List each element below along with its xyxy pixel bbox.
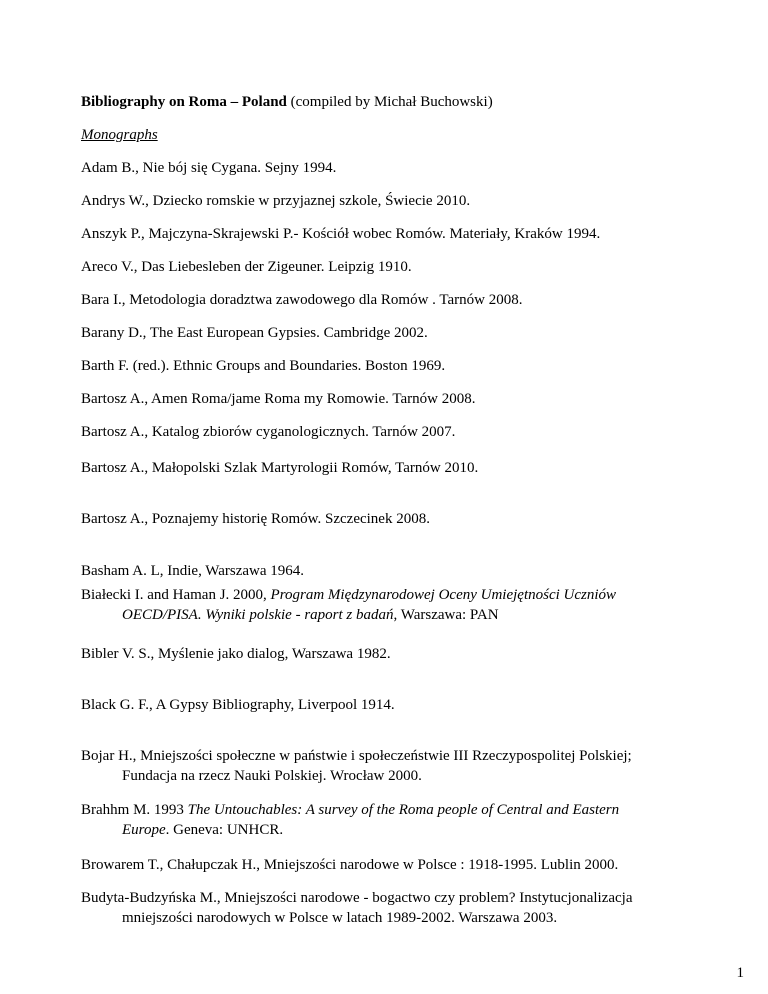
document-title (81, 92, 741, 112)
bibliography-entry: Bara I., Metodologia doradztwa zawodowego dla Romów . Tarnów 2008. (81, 292, 523, 308)
bibliography-entry: Bibler V. S., Myślenie jako dialog, Warszawa 1982. (81, 646, 391, 662)
bibliography-entry: Barth F. (red.). Ethnic Groups and Boundaries. Boston 1969. (81, 358, 446, 374)
bibliography-entry: Brahhm M. 1993 The Untouchables: A survey of the Roma people of Central and Eastern Europe. Geneva: UNHCR. (81, 802, 620, 838)
bibliography-entry: Bartosz A., Amen Roma/jame Roma my Romowie. Tarnów 2008. (81, 391, 476, 407)
bibliography-entry: Barany D., The East European Gypsies. Cambridge 2002. (81, 325, 428, 341)
bibliography-entry: Anszyk P., Majczyna-Skrajewski P.- Kościół wobec Romów. Materiały, Kraków 1994. (81, 226, 601, 242)
bibliography-entry: Browarem T., Chałupczak H., Mniejszości narodowe w Polsce : 1918-1995. Lublin 2000. (81, 857, 619, 873)
title-bold: Bibliography on Roma – Poland (81, 94, 287, 110)
bibliography-entry: Bartosz A., Katalog zbiorów cyganologicznych. Tarnów 2007. (81, 424, 456, 440)
bibliography-entry: Black G. F., A Gypsy Bibliography, Liverpool 1914. (81, 697, 395, 713)
section-heading (81, 125, 741, 145)
bibliography-entry: Basham A. L, Indie, Warszawa 1964. (81, 563, 305, 579)
bibliography-entry: Andrys W., Dziecko romskie w przyjaznej szkole, Świecie 2010. (81, 193, 471, 209)
bibliography-entry: Bartosz A., Poznajemy historię Romów. Szczecinek 2008. (81, 511, 430, 527)
title-compiler: (compiled by Michał Buchowski) (286, 94, 493, 110)
bibliography-entry: Areco V., Das Liebesleben der Zigeuner. Leipzig 1910. (81, 259, 412, 275)
bibliography-entry: Budyta-Budzyńska M., Mniejszości narodowe - bogactwo czy problem? Instytucjonalizacja mniejszości narodowych w Polsce w latach 1989-2002. Warszawa 2003. (81, 890, 633, 926)
bibliography-entry: Bojar H., Mniejszości społeczne w państwie i społeczeństwie III Rzeczypospolitej Polskiej; Fundacja na rzecz Nauki Polskiej. Wrocław 2000. (81, 748, 632, 784)
bibliography-entry: Adam B., Nie bój się Cygana. Sejny 1994. (81, 160, 337, 176)
bibliography-entry: Białecki I. and Haman J. 2000, Program Międzynarodowej Oceny Umiejętności Uczniów OECD/PISA. Wyniki polskie - raport z badań, Warszawa: PAN (81, 587, 617, 623)
section-heading-text: Monographs (81, 127, 158, 143)
bibliography-entry: Bartosz A., Małopolski Szlak Martyrologii Romów, Tarnów 2010. (81, 460, 479, 476)
page-number: 1 (736, 965, 744, 981)
